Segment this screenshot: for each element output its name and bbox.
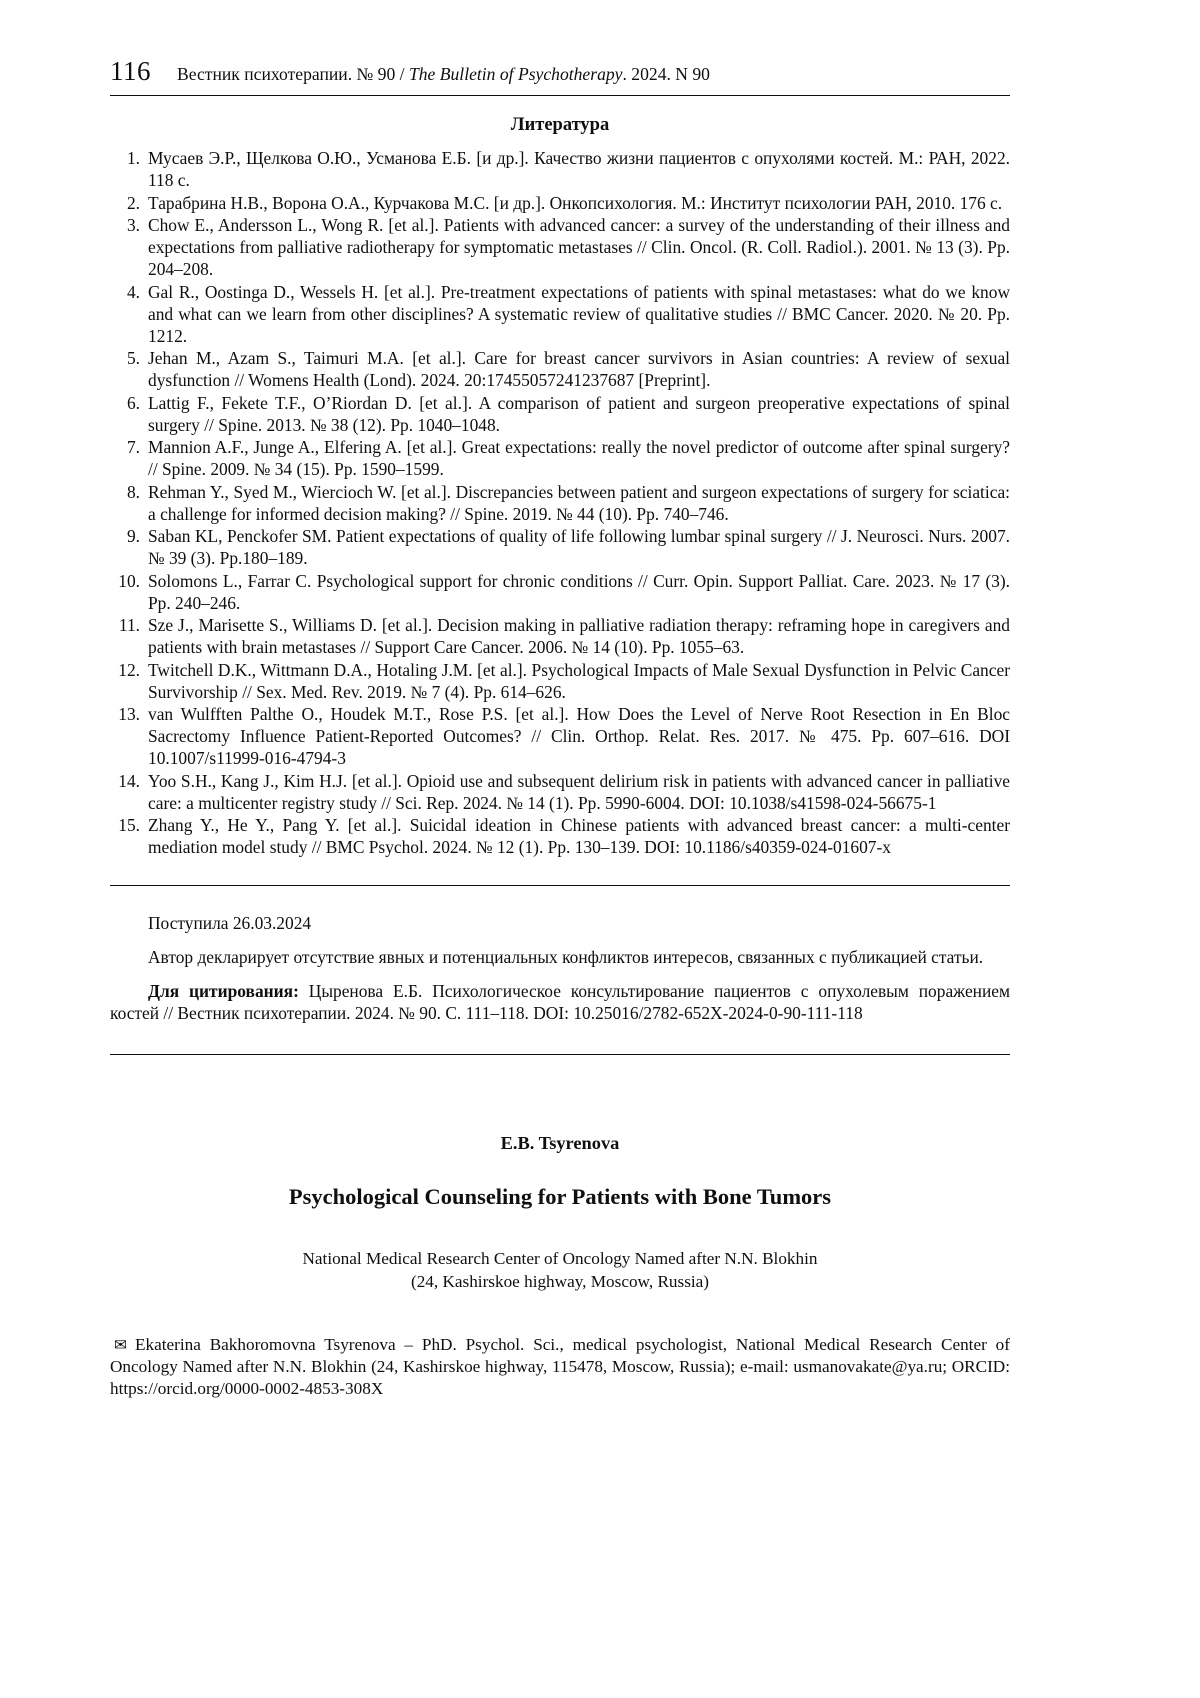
- reference-number: 13.: [118, 704, 140, 725]
- list-item: [110, 147, 1010, 191]
- list-item: [110, 703, 1010, 769]
- citation-block: [110, 980, 1010, 1025]
- list-item: [110, 570, 1010, 614]
- reference-number: 11.: [118, 615, 140, 636]
- reference-text: Тарабрина Н.В., Ворона О.А., Курчакова М.С. [и др.]. Онкопсихология. М.: Институт психологии РАН, 2010. 176 с.: [148, 192, 1003, 213]
- references-list: [110, 147, 1010, 859]
- reference-text: Solomons L., Farrar C. Psychological support for chronic conditions // Curr. Opin. Support Palliat. Care. 2023. № 17 (3). Pp. 240–246.: [148, 570, 1010, 613]
- reference-text: van Wulfften Palthe O., Houdek M.T., Rose P.S. [et al.]. How Does the Level of Nerve Root Resection in En Bloc Sacrectomy Influence Patient-Reported Outcomes? // Clin. Orthop. Relat. Res. 2017. № 475. Pp. 607–616. DOI 10.1007/s11999-016-4794-3: [148, 704, 1010, 769]
- list-item: [110, 281, 1010, 347]
- english-affiliation: [110, 1248, 1010, 1293]
- reference-text: Jehan M., Azam S., Taimuri M.A. [et al.]. Care for breast cancer survivors in Asian countries: A review of sexual dysfunction // Womens Health (Lond). 2024. 20:17455057241237687 [Preprint].: [148, 348, 1010, 391]
- tail-divider-top: [110, 885, 1010, 886]
- author-contact-info: [110, 1334, 1010, 1401]
- reference-number: 1.: [126, 148, 140, 168]
- reference-number: 2.: [126, 192, 140, 213]
- reference-number: 7.: [126, 437, 140, 458]
- reference-number: 12.: [118, 659, 140, 680]
- received-date: Поступила 26.03.2024: [148, 912, 312, 933]
- journal-reference: [177, 64, 710, 85]
- tail-divider-bottom: [110, 1054, 1010, 1055]
- journal-title-en: The Bulletin of Psychotherapy: [408, 64, 623, 84]
- references-heading: Литература: [510, 115, 610, 135]
- citation-label: Для цитирования:: [148, 980, 299, 1001]
- reference-number: 9.: [126, 526, 140, 547]
- page-number: 116: [110, 56, 151, 86]
- reference-number: 8.: [126, 481, 140, 502]
- list-item: [110, 481, 1010, 525]
- english-author: E.B. Tsyrenova: [500, 1133, 620, 1154]
- reference-text: Мусаев Э.Р., Щелкова О.Ю., Усманова Е.Б. [и др.]. Качество жизни пациентов с опухолями костей. М.: РАН, 2022. 118 с.: [148, 148, 1010, 191]
- list-item: [110, 192, 1010, 214]
- list-item: [110, 770, 1010, 814]
- list-item: [110, 814, 1010, 858]
- journal-issue: . 2024. N 90: [622, 64, 710, 84]
- affiliation-line-2: (24, Kashirskoe highway, Moscow, Russia): [410, 1272, 710, 1291]
- journal-title-ru: Вестник психотерапии. № 90 /: [177, 64, 409, 84]
- header-divider: [110, 95, 1010, 96]
- list-item: [110, 525, 1010, 569]
- list-item: [110, 347, 1010, 391]
- conflict-of-interest: Автор декларирует отсутствие явных и потенциальных конфликтов интересов, связанных с публикацией статьи.: [148, 946, 984, 967]
- reference-text: Twitchell D.K., Wittmann D.A., Hotaling J.M. [et al.]. Psychological Impacts of Male Sexual Dysfunction in Pelvic Cancer Survivorship // Sex. Med. Rev. 2019. № 7 (4). Pp. 614–626.: [148, 659, 1010, 702]
- reference-text: Mannion A.F., Junge A., Elfering A. [et al.]. Great expectations: really the novel predictor of outcome after spinal surgery? // Spine. 2009. № 34 (15). Pp. 1590–1599.: [148, 437, 1010, 480]
- reference-text: Zhang Y., He Y., Pang Y. [et al.]. Suicidal ideation in Chinese patients with advanced breast cancer: a multi-center mediation model study // BMC Psychol. 2024. № 12 (1). Pp. 130–139. DOI: 10.1186/s40359-024-01607-x: [148, 815, 1010, 858]
- reference-text: Chow E., Andersson L., Wong R. [et al.]. Patients with advanced cancer: a survey of the understanding of their illness and expectations from palliative radiotherapy for symptomatic metastases // Clin. Oncol. (R. Coll. Radiol.). 2001. № 13 (3). Pp. 204–208.: [148, 215, 1010, 280]
- reference-number: 6.: [126, 392, 140, 413]
- reference-number: 5.: [126, 348, 140, 369]
- reference-text: Gal R., Oostinga D., Wessels H. [et al.]. Pre-treatment expectations of patients with spinal metastases: what do we know and what can we learn from other disciplines? A systematic review of qualitative studies // BMC Cancer. 2020. № 20. Pp. 1212.: [148, 281, 1010, 346]
- list-item: [110, 392, 1010, 436]
- contact-text: Ekaterina Bakhoromovna Tsyrenova – PhD. Psychol. Sci., medical psychologist, National Medical Research Center of Oncology Named after N.N. Blokhin (24, Kashirskoe highway, 115478, Moscow, Russia); e-mail: usmanovakate@ya.ru; ORCID: https://orcid.org/0000-0002-4853-308X: [110, 1334, 1010, 1399]
- citation-text: Цыренова Е.Б. Психологическое консультирование пациентов с опухолевым поражением костей // Вестник психотерапии. 2024. № 90. С. 111–118. DOI: 10.25016/2782-652X-2024-0-90-111-118: [110, 980, 1011, 1024]
- reference-text: Sze J., Marisette S., Williams D. [et al.]. Decision making in palliative radiation therapy: reframing hope in caregivers and patients with brain metastases // Support Care Cancer. 2006. № 14 (10). Pp. 1055–63.: [148, 615, 1010, 658]
- reference-number: 14.: [118, 770, 140, 791]
- list-item: [110, 214, 1010, 280]
- reference-number: 3.: [126, 215, 140, 236]
- list-item: [110, 614, 1010, 658]
- page-content: [110, 56, 1010, 1401]
- reference-text: Yoo S.H., Kang J., Kim H.J. [et al.]. Opioid use and subsequent delirium risk in patients with advanced cancer in palliative care: a multicenter registry study // Sci. Rep. 2024. № 14 (1). Pp. 5990-6004. DOI: 10.1038/s41598-024-56675-1: [148, 770, 1010, 813]
- reference-number: 10.: [118, 570, 140, 591]
- reference-number: 4.: [126, 281, 140, 302]
- list-item: [110, 659, 1010, 703]
- reference-text: Saban KL, Penckofer SM. Patient expectations of quality of life following lumbar spinal surgery // J. Neurosci. Nurs. 2007. № 39 (3). Pp.180–189.: [148, 526, 1010, 569]
- envelope-icon: ✉: [114, 1336, 127, 1354]
- reference-text: Lattig F., Fekete T.F., O’Riordan D. [et al.]. A comparison of patient and surgeon preoperative expectations of spinal surgery // Spine. 2013. № 38 (12). Pp. 1040–1048.: [148, 392, 1010, 435]
- reference-text: Rehman Y., Syed M., Wiercioch W. [et al.]. Discrepancies between patient and surgeon expectations of surgery for sciatica: a challenge for informed decision making? // Spine. 2019. № 44 (10). Pp. 740–746.: [148, 481, 1010, 524]
- reference-number: 15.: [118, 815, 140, 836]
- affiliation-line-1: National Medical Research Center of Oncology Named after N.N. Blokhin: [302, 1249, 818, 1269]
- english-title: Psychological Counseling for Patients with Bone Tumors: [288, 1184, 832, 1210]
- running-head: [110, 56, 1010, 87]
- list-item: [110, 436, 1010, 480]
